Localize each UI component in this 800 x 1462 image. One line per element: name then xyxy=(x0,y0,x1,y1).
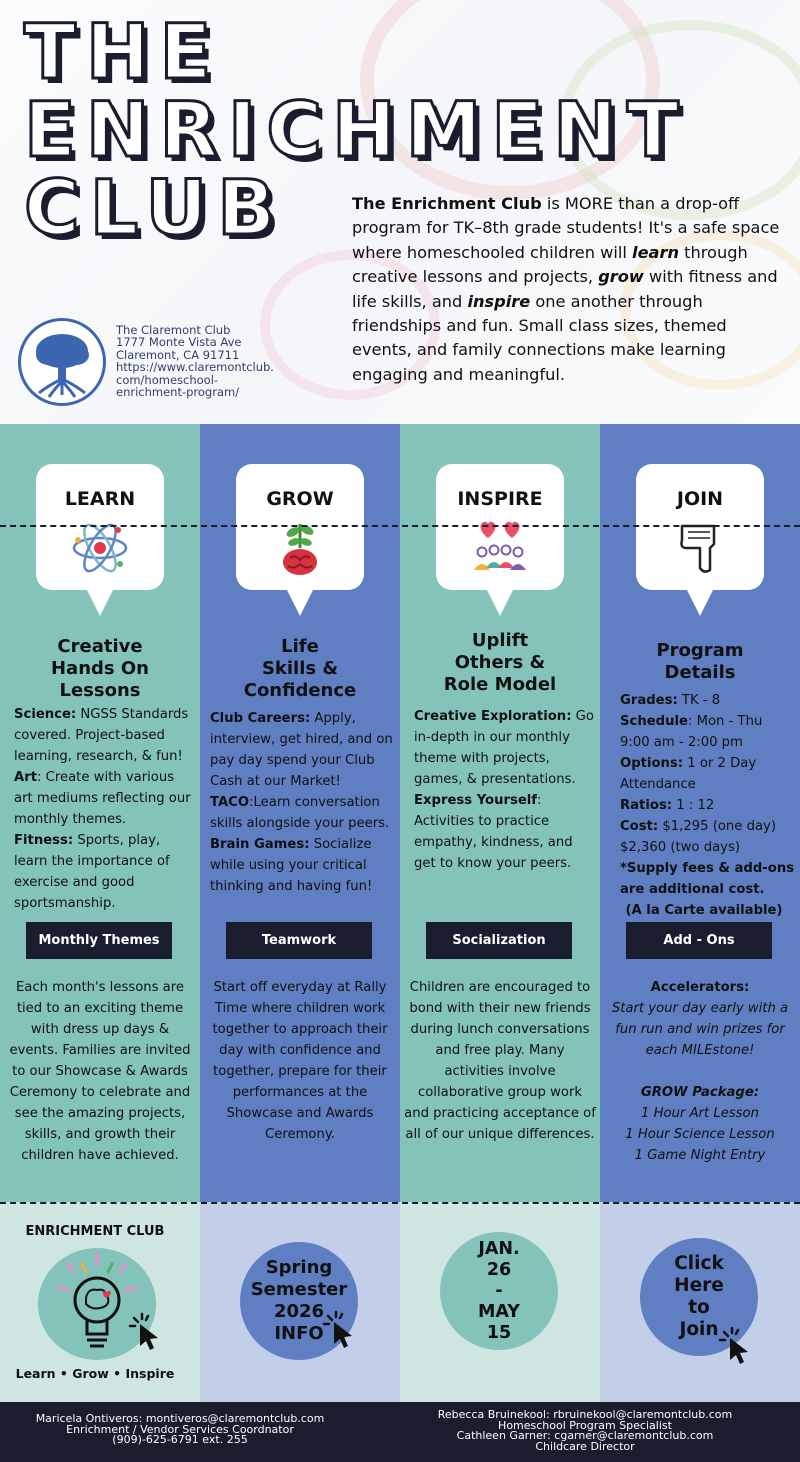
contact-left xyxy=(0,1414,360,1446)
inspire-paragraph: Children are encouraged to bond with their new friends during lunch conversations and free play. Many activities involve collaborative group work and practicing acceptance of all of our unique differences. xyxy=(404,980,596,1142)
date-line: JAN. xyxy=(478,1238,520,1259)
taco-text: :Learn conversation skills alongside your peers. xyxy=(210,795,390,831)
date-line: MAY xyxy=(478,1301,520,1322)
cost-label: Cost: xyxy=(620,819,659,834)
intro-segment: one another through friendships and fun. Small class sizes, themed events, and family connections make learning engaging and meaningful. xyxy=(352,291,727,384)
website-link[interactable]: com/homeschool- xyxy=(116,372,219,387)
heading-line: Lessons xyxy=(59,680,141,701)
button-text-line: Spring xyxy=(265,1257,333,1278)
learn-details xyxy=(14,704,196,914)
intro-segment: with fitness and life skills, and xyxy=(352,267,778,311)
add-ons-details xyxy=(606,977,794,1166)
art-label: Art xyxy=(14,770,38,785)
heading-line: Role Model xyxy=(443,674,557,695)
art-text: : Create with various art mediums reflecting our monthly themes. xyxy=(14,770,191,827)
date-line: 26 xyxy=(486,1259,512,1280)
learn-column xyxy=(0,424,200,1202)
brain-games-label: Brain Games: xyxy=(210,837,310,852)
cost-value: $1,295 (one day) xyxy=(658,819,776,834)
grow-heading xyxy=(200,636,400,702)
grades-label: Grades: xyxy=(620,693,678,708)
button-text-line: Semester xyxy=(250,1279,348,1300)
creative-exploration-text: Go in-depth in our monthly theme with projects, games, & presentations. xyxy=(414,709,594,787)
contact-email[interactable]: Rebecca Bruinekool: rbruinekool@claremontclub.com xyxy=(437,1408,733,1421)
inspire-bubble xyxy=(436,464,564,590)
date-line: - xyxy=(495,1280,503,1301)
grow-paragraph: Start off everyday at Rally Time where children work together to approach their day with confidence and together, prepare for their performances at the Showcase and Awards Ceremony. xyxy=(212,980,388,1142)
badge-tagline: Learn • Grow • Inspire xyxy=(15,1366,175,1381)
creative-exploration-label: Creative Exploration: xyxy=(414,709,572,724)
page-title-line: ENRICHMENT xyxy=(24,85,689,174)
options-value: 1 or 2 Day Attendance xyxy=(620,756,757,792)
semester-dates-badge xyxy=(440,1232,558,1350)
inspire-details xyxy=(414,706,596,874)
header-section xyxy=(0,0,800,424)
schedule-value: : Mon - Thu xyxy=(687,714,763,729)
fitness-text: Sports, play, learn the importance of exercise and good sportsmanship. xyxy=(14,833,170,911)
heading-line: Uplift xyxy=(471,630,529,651)
page-title-line: CLUB xyxy=(24,163,286,252)
supply-note: *Supply fees & add-ons are additional cost. xyxy=(620,861,795,897)
club-name: The Enrichment Club xyxy=(352,194,542,213)
heading-line: Program xyxy=(656,640,744,661)
click-cursor-icon xyxy=(322,1310,364,1352)
people-hearts-icon xyxy=(470,518,530,578)
learn-keyword: learn xyxy=(632,242,679,262)
button-text-line: Here xyxy=(674,1275,724,1296)
heading-line: Confidence xyxy=(243,680,357,701)
pointing-hand-icon xyxy=(670,518,730,578)
divider xyxy=(0,525,800,527)
tree-icon xyxy=(21,321,103,403)
package-item: 1 Hour Science Lesson xyxy=(625,1127,775,1142)
intro-text xyxy=(352,192,782,387)
taco-label: TACO xyxy=(210,795,250,810)
heading-line: Details xyxy=(664,662,736,683)
heading-line: Skills & xyxy=(261,658,339,679)
click-cursor-icon xyxy=(718,1326,760,1368)
button-text-line: Click xyxy=(674,1253,724,1274)
contact-role: Enrichment / Vendor Services Coordnator xyxy=(66,1422,294,1436)
socialization-tag: Socialization xyxy=(426,922,572,959)
ratios-label: Ratios: xyxy=(620,798,673,813)
monthly-themes-tag: Monthly Themes xyxy=(26,922,172,959)
fitness-label: Fitness: xyxy=(14,833,74,848)
semester-dates-panel xyxy=(400,1202,600,1402)
join-label: JOIN xyxy=(676,488,724,510)
cost-value-two-days: $2,360 (two days) xyxy=(620,840,740,855)
science-text: NGSS Standards covered. Project-based learning, research, & fun! xyxy=(14,707,189,764)
badge-title: ENRICHMENT CLUB xyxy=(25,1224,165,1239)
website-link[interactable]: https://www.claremontclub. xyxy=(116,360,274,375)
button-text-line: 2026 xyxy=(273,1301,325,1322)
join-heading xyxy=(600,640,800,684)
program-details xyxy=(620,690,796,921)
join-bubble xyxy=(636,464,764,590)
date-line: 15 xyxy=(486,1322,512,1343)
inspire-keyword: inspire xyxy=(467,291,531,311)
accelerators-title: Accelerators: xyxy=(650,980,750,995)
grow-bubble xyxy=(236,464,364,590)
contact-email[interactable]: Maricela Ontiveros: montiveros@claremontclub.com xyxy=(35,1412,325,1425)
learn-heading xyxy=(0,636,200,702)
contact-email[interactable]: Cathleen Garner: cgarner@claremontclub.com xyxy=(456,1429,714,1442)
spring-semester-panel xyxy=(200,1202,400,1402)
footer-contacts xyxy=(0,1402,800,1462)
club-address xyxy=(116,324,296,398)
package-item: 1 Game Night Entry xyxy=(634,1148,766,1163)
contact-role: Childcare Director xyxy=(535,1439,635,1453)
join-panel xyxy=(600,1202,800,1402)
heading-line: Creative xyxy=(57,636,143,657)
join-column xyxy=(600,424,800,1202)
inspire-heading xyxy=(400,630,600,696)
teamwork-tag: Teamwork xyxy=(226,922,372,959)
divider xyxy=(0,1202,800,1204)
schedule-label: Schedule xyxy=(620,714,688,729)
heading-line: Hands On xyxy=(50,658,149,679)
claremont-club-logo xyxy=(18,318,106,406)
inspire-label: INSPIRE xyxy=(457,488,543,510)
button-text-line: Join xyxy=(679,1319,719,1340)
add-ons-tag: Add - Ons xyxy=(626,922,772,959)
address-line: 1777 Monte Vista Ave xyxy=(116,335,242,350)
grow-label: GROW xyxy=(266,488,334,510)
express-yourself-text: : Activities to practice empathy, kindness, and get to know your peers. xyxy=(414,793,573,871)
grow-details xyxy=(210,708,396,897)
contact-right xyxy=(385,1410,785,1452)
careers-text: Apply, interview, get hired, and on pay day spend your Club Cash at our Market! xyxy=(210,711,393,789)
grow-keyword: grow xyxy=(598,267,644,287)
heading-line: Life xyxy=(281,636,319,657)
page-title-line: THE xyxy=(24,7,222,96)
grow-package-title: GROW Package: xyxy=(640,1085,760,1100)
inspire-column xyxy=(400,424,600,1202)
learn-paragraph: Each month's lessons are tied to an exciting theme with dress up days & events. Families are invited to our Showcase & Awards Ceremony to celebrate and see the amazing projects, skills, and growth their children have achieved. xyxy=(9,980,191,1163)
enrichment-club-badge xyxy=(0,1202,200,1402)
grow-column xyxy=(200,424,400,1202)
click-cursor-icon xyxy=(128,1312,170,1354)
button-text-line: to xyxy=(688,1297,710,1318)
address-line: Claremont, CA 91711 xyxy=(116,347,240,362)
contact-role: Homeschool Program Specialist xyxy=(498,1418,672,1432)
address-line: The Claremont Club xyxy=(116,323,231,337)
package-item: 1 Hour Art Lesson xyxy=(641,1106,759,1121)
atom-icon xyxy=(70,518,130,578)
careers-label: Club Careers: xyxy=(210,711,311,726)
options-label: Options: xyxy=(620,756,684,771)
grades-value: TK - 8 xyxy=(677,693,721,708)
brain-sprout-icon xyxy=(270,518,330,578)
accelerators-text: Start your day early with a fun run and win prizes for each MILEstone! xyxy=(611,1001,789,1058)
schedule-time: 9:00 am - 2:00 pm xyxy=(620,735,743,750)
website-link[interactable]: enrichment-program/ xyxy=(116,385,240,400)
express-yourself-label: Express Yourself xyxy=(414,793,538,808)
intro-segment: through creative lessons and projects, xyxy=(352,242,748,287)
learn-bubble xyxy=(36,464,164,590)
science-label: Science: xyxy=(14,707,77,722)
a-la-carte-note: (A la Carte available) xyxy=(625,903,783,918)
learn-label: LEARN xyxy=(64,488,136,510)
contact-phone[interactable]: (909)-625-6791 ext. 255 xyxy=(112,1433,248,1446)
button-text-line: INFO xyxy=(274,1323,324,1344)
heading-line: Others & xyxy=(454,652,546,673)
intro-segment: is MORE than a drop-off program for TK–8th grade students! It's a safe space where homeschooled children will xyxy=(352,194,780,262)
brain-games-text: Socialize while using your critical thinking and having fun! xyxy=(210,837,373,894)
ratios-value: 1 : 12 xyxy=(672,798,715,813)
